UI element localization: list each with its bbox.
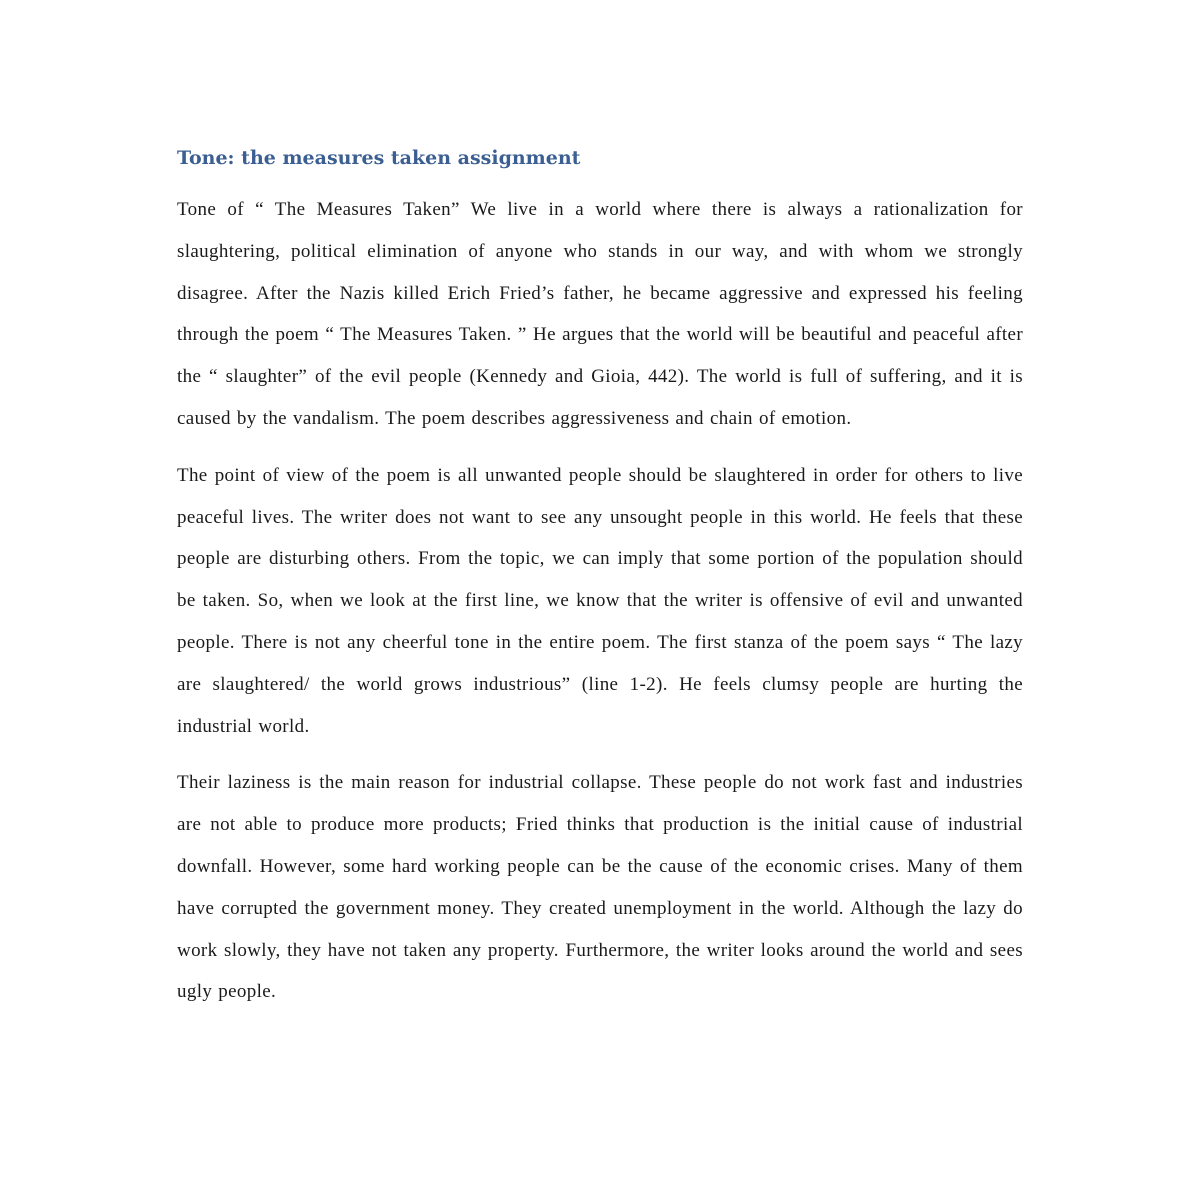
document-page [177,140,1023,1028]
paragraph-tone-intro: Tone of “ The Measures Taken” We live in a world where there is always a rationalization for slaughtering, political elimination of anyone who stands in our way, and with whom we strongly disagree. After the Nazis killed Erich Fried’s father, he became aggressive and expressed his feeling through the poem “ The Measures Taken. ” He argues that the world will be beautiful and peaceful after the “ slaughter” of the evil people (Kennedy and Gioia, 442). The world is full of suffering, and it is caused by the vandalism. The poem describes aggressiveness and chain of emotion. [177,199,1023,429]
paragraph-point-of-view: The point of view of the poem is all unwanted people should be slaughtered in order for others to live peaceful lives. The writer does not want to see any unsought people in this world. He feels that these people are disturbing others. From the topic, we can imply that some portion of the population should be taken. So, when we look at the first line, we know that the writer is offensive of evil and unwanted people. There is not any cheerful tone in the entire poem. The first stanza of the poem says “ The lazy are slaughtered/ the world grows industrious” (line 1-2). He feels clumsy people are hurting the industrial world. [177,464,1023,737]
document-title: Tone: the measures taken assignment [177,147,581,169]
paragraph-laziness: Their laziness is the main reason for industrial collapse. These people do not work fast and industries are not able to produce more products; Fried thinks that production is the initial cause of industrial downfall. However, some hard working people can be the cause of the economic crises. Many of them have corrupted the government money. They created unemployment in the world. Although the lazy do work slowly, they have not taken any property. Furthermore, the writer looks around the world and sees ugly people. [177,772,1023,1003]
